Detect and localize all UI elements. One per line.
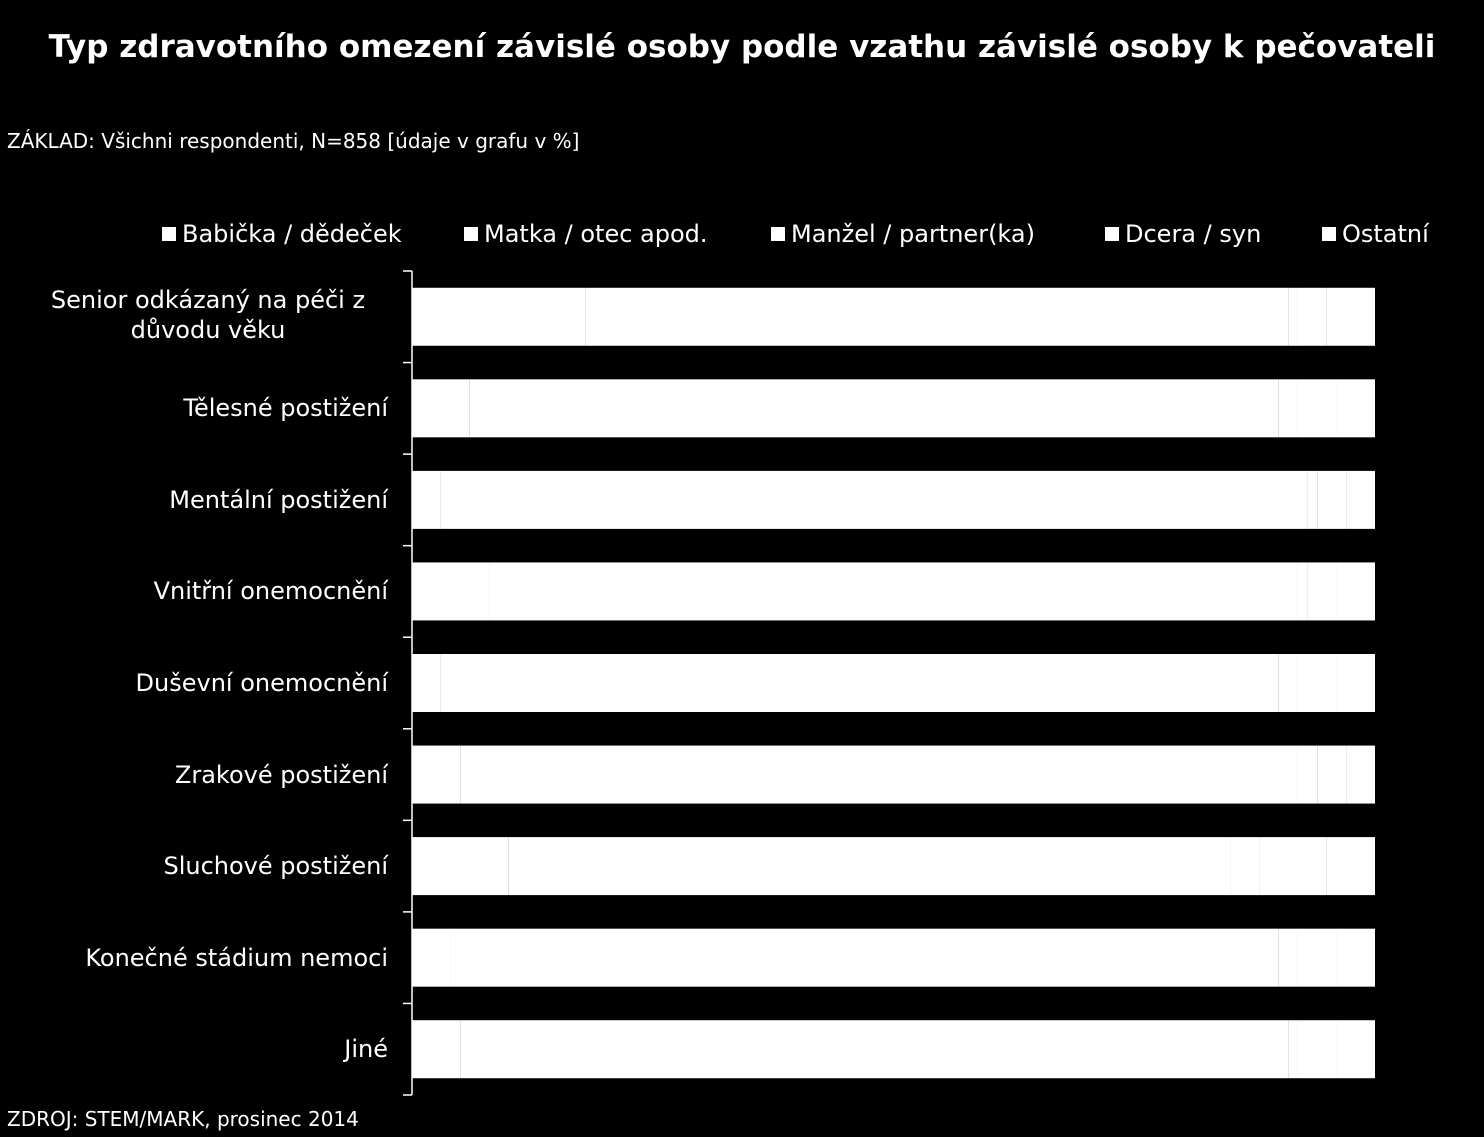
bar-segment-6-series-5	[1346, 746, 1375, 804]
legend-label: Dcera / syn	[1125, 220, 1262, 248]
bar-segment-3-series-3	[1308, 471, 1318, 529]
bar-segment-1-series-1	[412, 288, 585, 346]
chart-title: Typ zdravotního omezení závislé osoby podle vzathu závislé osoby k pečovateli	[48, 29, 1436, 65]
bar-segment-6-series-4	[1317, 746, 1346, 804]
category-label: Duševní onemocnění	[135, 669, 388, 697]
bar-segment-4-series-3	[1298, 562, 1308, 620]
bar-segment-2-series-5	[1336, 379, 1375, 437]
bar-segment-4-series-4	[1308, 562, 1337, 620]
legend-label: Matka / otec apod.	[484, 220, 708, 248]
bar-segment-5-series-2	[441, 654, 1279, 712]
bar-segment-8-series-3	[1279, 929, 1298, 987]
bar-segment-4-series-1	[412, 562, 489, 620]
bar-segment-3-series-5	[1346, 471, 1375, 529]
bar-segment-3-series-1	[412, 471, 441, 529]
bar-segment-1-series-2	[585, 288, 1288, 346]
bar-segment-7-series-5	[1327, 837, 1375, 895]
bar-segment-2-series-1	[412, 379, 470, 437]
bar-segment-5-series-3	[1279, 654, 1298, 712]
bar-segment-3-series-4	[1317, 471, 1346, 529]
bar-segment-4-series-5	[1336, 562, 1375, 620]
category-label: Senior odkázaný na péči z důvodu věku	[50, 285, 366, 344]
bar-segment-4-series-2	[489, 562, 1298, 620]
chart-subtitle: ZÁKLAD: Všichni respondenti, N=858 [údaje v grafu v %]	[7, 129, 580, 153]
bar-segment-9-series-2	[460, 1020, 1288, 1078]
category-label: Konečné stádium nemoci	[85, 943, 388, 972]
bar-segment-7-series-2	[508, 837, 1230, 895]
bar-segment-6-series-1	[412, 746, 460, 804]
bar-segment-5-series-4	[1298, 654, 1337, 712]
bar-segment-9-series-1	[412, 1020, 460, 1078]
legend-label: Manžel / partner(ka)	[791, 220, 1035, 248]
bar-segment-5-series-5	[1336, 654, 1375, 712]
bar-segment-2-series-2	[470, 379, 1279, 437]
bar-segment-8-series-4	[1298, 929, 1337, 987]
bar-segment-7-series-3	[1231, 837, 1260, 895]
category-label: Tělesné postižení	[183, 394, 388, 423]
legend-label: Babička / dědeček	[182, 220, 402, 248]
bar-segment-1-series-3	[1288, 288, 1298, 346]
bar-segment-8-series-1	[412, 929, 451, 987]
bar-segment-8-series-5	[1336, 929, 1375, 987]
bar-segment-2-series-4	[1298, 379, 1337, 437]
bar-segment-9-series-5	[1336, 1020, 1375, 1078]
bar-segment-9-series-3	[1288, 1020, 1298, 1078]
bar-segment-1-series-4	[1298, 288, 1327, 346]
bar-segment-8-series-2	[451, 929, 1279, 987]
bar-segment-2-series-3	[1279, 379, 1298, 437]
category-label: Vnitřní onemocnění	[153, 577, 388, 606]
bar-segment-6-series-2	[460, 746, 1298, 804]
legend-label: Ostatní	[1342, 220, 1429, 248]
bar-segment-7-series-1	[412, 837, 508, 895]
bar-segment-1-series-5	[1327, 288, 1375, 346]
category-label: Jiné	[344, 1035, 388, 1064]
category-label: Mentální postižení	[169, 485, 388, 514]
bar-segment-5-series-1	[412, 654, 441, 712]
bar-segment-6-series-3	[1298, 746, 1317, 804]
bar-segment-3-series-2	[441, 471, 1308, 529]
category-label: Sluchové postižení	[163, 852, 388, 881]
category-label: Zrakové postižení	[174, 760, 388, 789]
bar-segment-9-series-4	[1298, 1020, 1337, 1078]
bar-segment-7-series-4	[1259, 837, 1326, 895]
chart-source: ZDROJ: STEM/MARK, prosinec 2014	[7, 1107, 359, 1131]
